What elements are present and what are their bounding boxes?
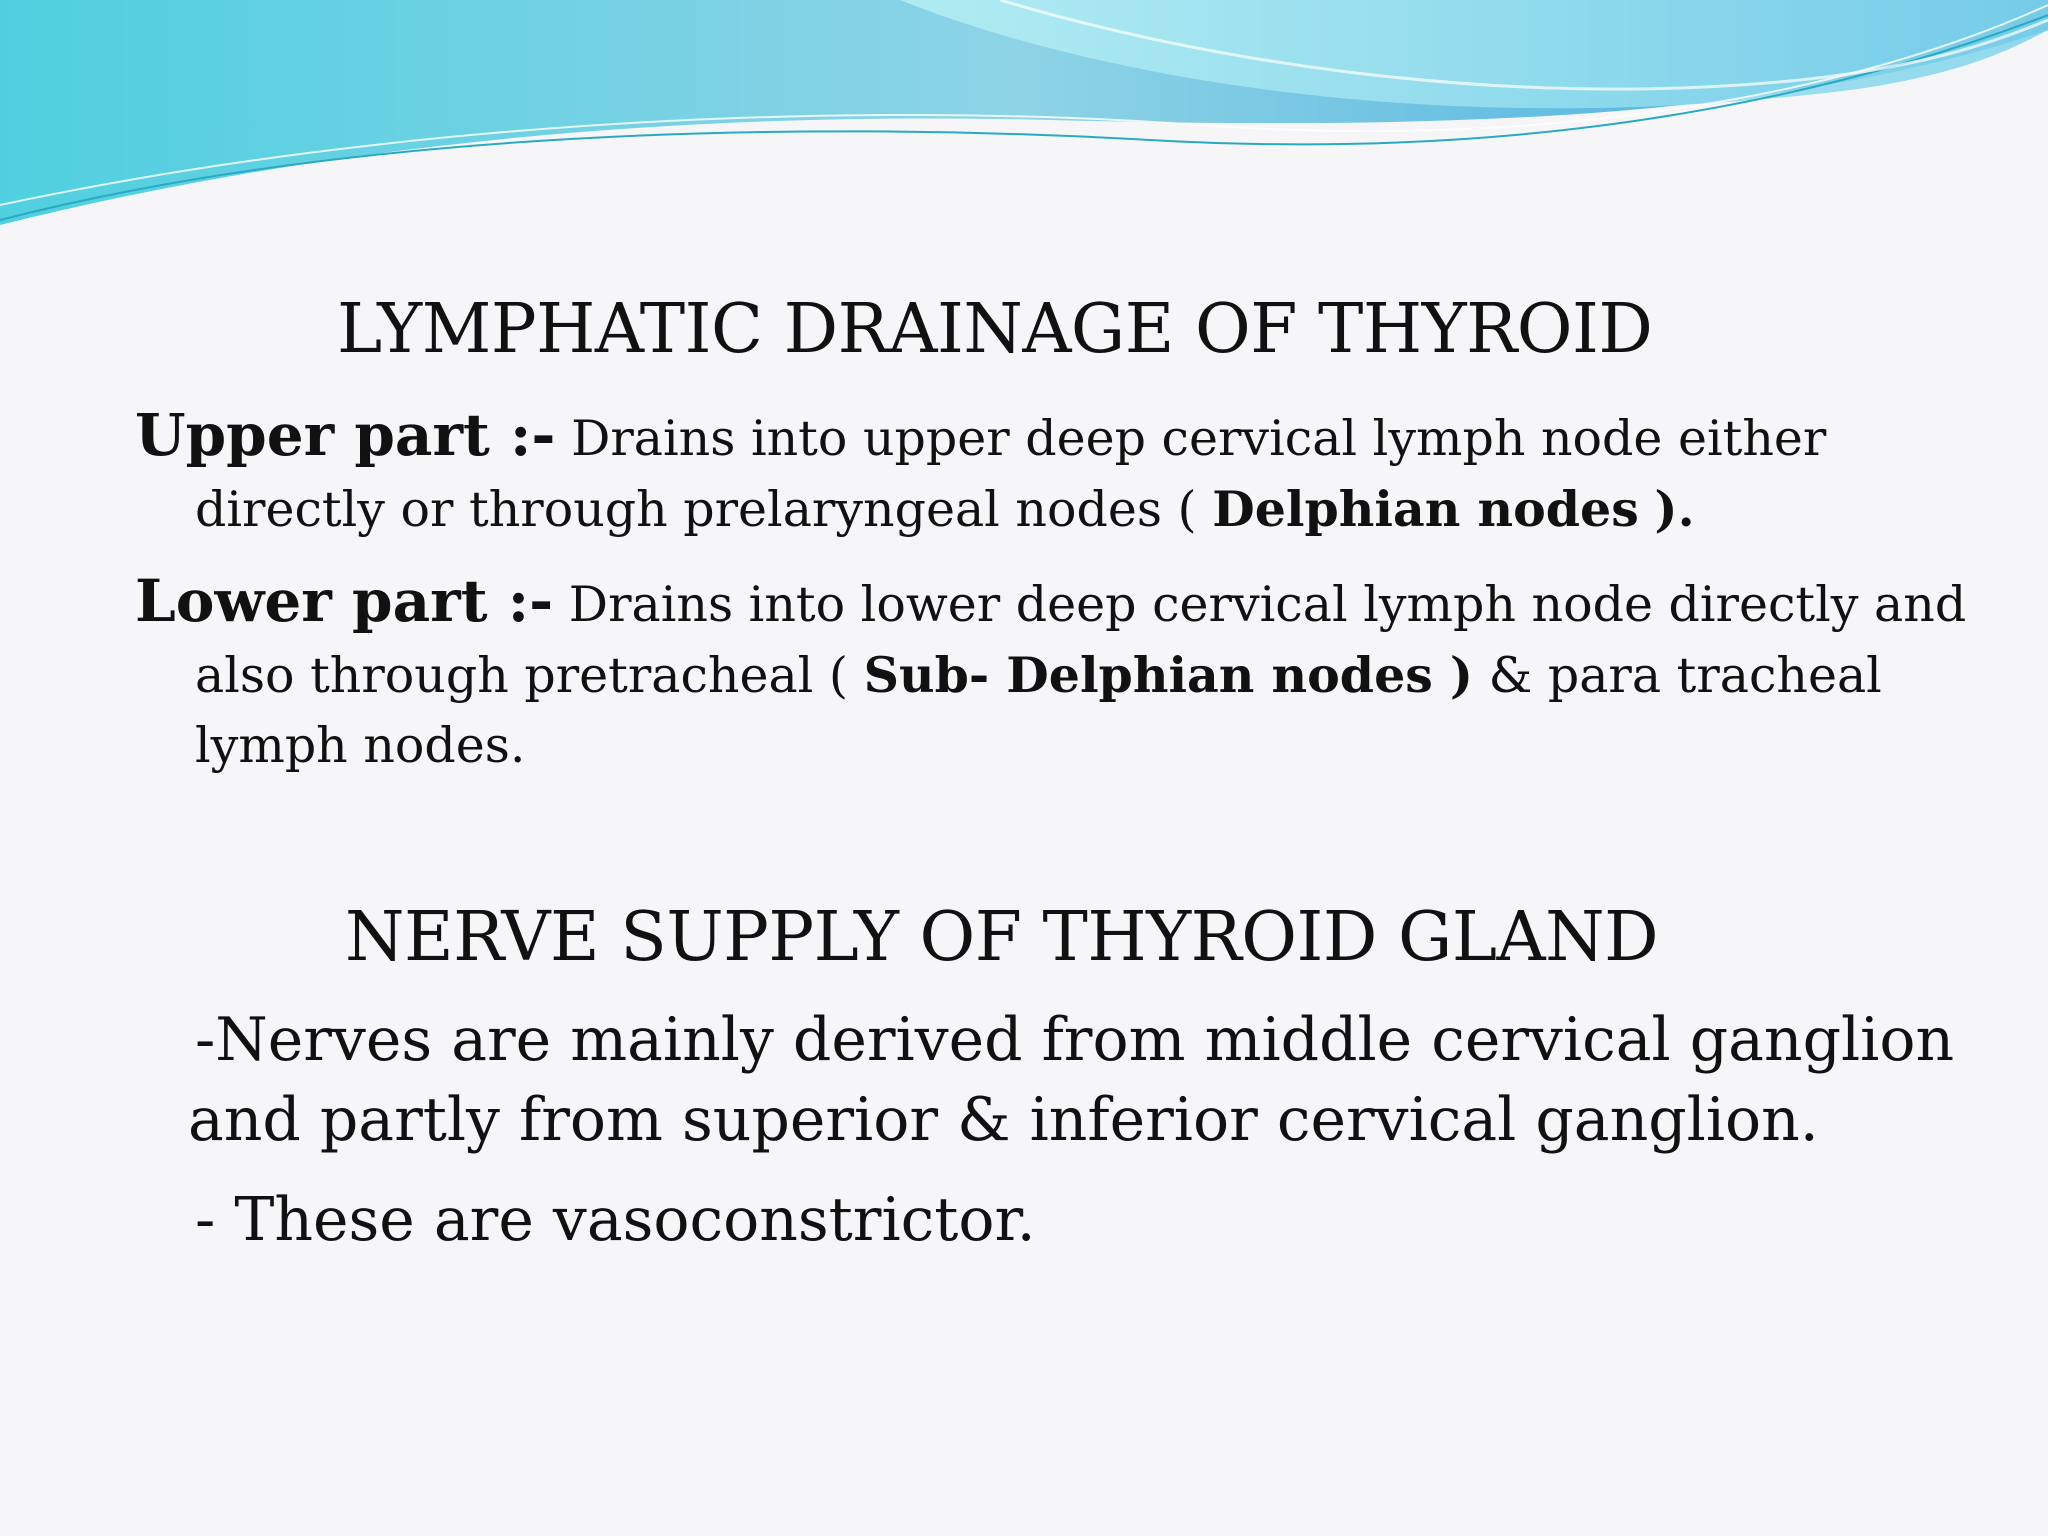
vasoconstrictor-line: - These are vasoconstrictor.: [195, 1185, 1036, 1255]
lower-part-label: Lower part :-: [135, 567, 554, 635]
upper-part-text: Drains into upper deep cervical lymph node either directly or through prelaryngeal nodes (: [195, 410, 1827, 538]
lower-part-text-end: & para tracheal lymph nodes.: [195, 647, 1882, 774]
lower-part-paragraph: [135, 566, 2015, 781]
sub-delphian-nodes-term: Sub- Delphian nodes ): [863, 646, 1474, 704]
upper-part-label: Upper part :-: [135, 401, 556, 469]
upper-part-paragraph: [135, 400, 2015, 545]
upper-part-spacer: [1639, 481, 1655, 538]
nerve-derivation-paragraph: [188, 1000, 1955, 1160]
nerve-supply-heading: NERVE SUPPLY OF THYROID GLAND: [345, 898, 1659, 977]
upper-part-closing: ).: [1654, 480, 1695, 538]
nerve-derivation-line-1: -Nerves are mainly derived from middle cervical ganglion: [195, 1005, 1955, 1075]
lymphatic-drainage-heading: LYMPHATIC DRAINAGE OF THYROID: [337, 290, 1653, 369]
delphian-nodes-term: Delphian nodes: [1212, 480, 1639, 538]
nerve-derivation-line-2: and partly from superior & inferior cervical ganglion.: [188, 1085, 1819, 1155]
lower-part-text: Drains into lower deep cervical lymph node directly and also through pretracheal (: [195, 576, 1967, 704]
header-wave-decoration: [0, 0, 2048, 240]
